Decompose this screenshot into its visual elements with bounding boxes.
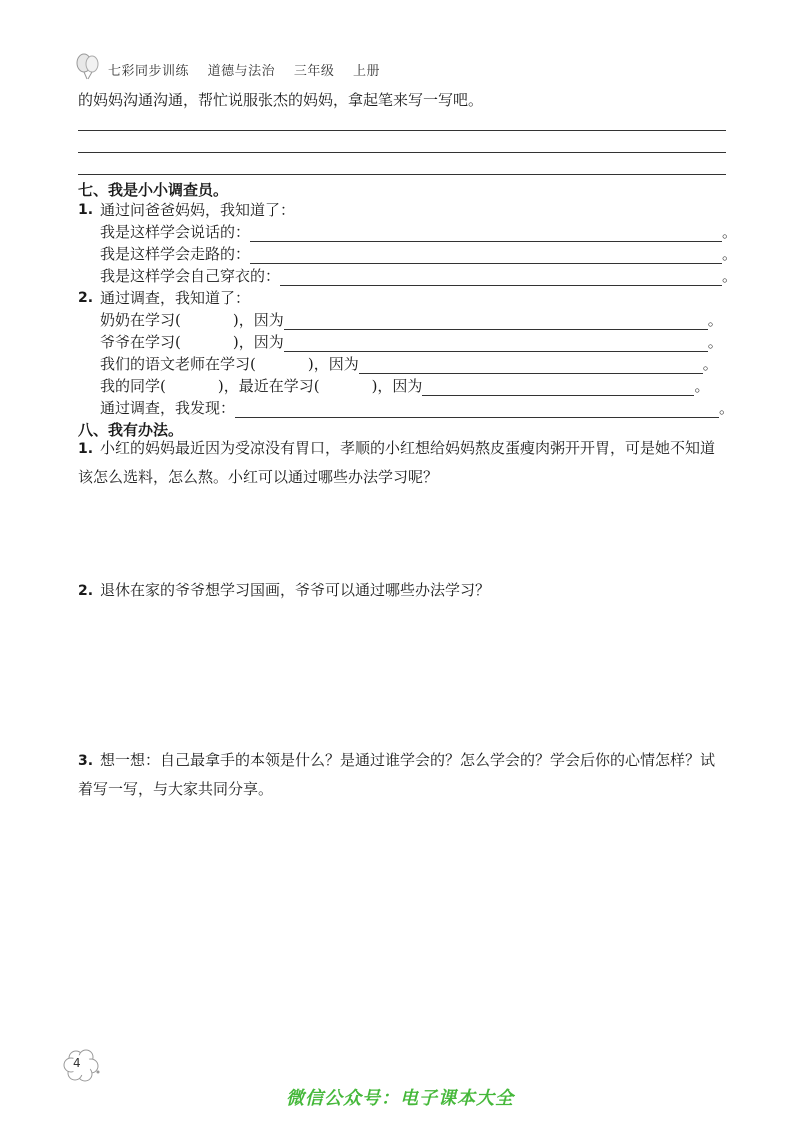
s7-q2-text: 通过调查，我知道了： xyxy=(100,289,251,307)
header-subject: 道德与法治 xyxy=(207,64,276,79)
s8-q2-text: 退休在家的爷爷想学习国画，爷爷可以通过哪些办法学习？ xyxy=(100,581,491,599)
answer-blank[interactable] xyxy=(284,313,708,330)
s7-q1-number: 1. xyxy=(78,202,94,218)
s7-q1-item-speak xyxy=(100,222,737,242)
s7-q1-item-label: 我是这样学会说话的： xyxy=(100,223,251,241)
s7-q2 xyxy=(78,288,250,308)
page-number: 4 xyxy=(73,1056,81,1070)
period: 。 xyxy=(707,333,723,351)
s8-q3 xyxy=(78,746,728,803)
writing-line[interactable] xyxy=(78,152,726,153)
answer-blank[interactable] xyxy=(280,269,722,286)
grandpa-label-a: 爷爷在学习( xyxy=(100,333,181,351)
period: 。 xyxy=(702,355,718,373)
answer-blank[interactable] xyxy=(250,247,722,264)
s7-q1 xyxy=(78,200,295,220)
s8-q3-text: 想一想：自己最拿手的本领是什么？是通过谁学会的？怎么学会的？学会后你的心情怎样？试着写一写，与大家共同分享。 xyxy=(78,751,716,798)
s7-q2-teacher xyxy=(100,354,718,374)
writing-line[interactable] xyxy=(78,174,726,175)
period: 。 xyxy=(707,311,723,329)
classmate-label-a: 我的同学( xyxy=(100,377,166,395)
balloon-logo-icon xyxy=(74,52,102,80)
s8-q3-answer-area[interactable] xyxy=(78,810,728,1030)
section7-title: 七、我是小小调查员。 xyxy=(78,181,229,199)
s7-q2-finding xyxy=(100,398,734,418)
s7-q1-item-label: 我是这样学会走路的： xyxy=(100,245,251,263)
grandma-label-b: )，因为 xyxy=(232,311,284,329)
answer-blank[interactable] xyxy=(359,357,703,374)
grandma-label-a: 奶奶在学习( xyxy=(100,311,181,329)
classmate-label-b: )，最近在学习( xyxy=(217,377,320,395)
header-volume: 上册 xyxy=(352,64,380,79)
s8-q1-answer-area[interactable] xyxy=(78,495,728,575)
answer-blank[interactable] xyxy=(250,225,722,242)
section8-title: 八、我有办法。 xyxy=(78,421,184,439)
answer-blank[interactable] xyxy=(284,335,708,352)
teacher-label-b: )，因为 xyxy=(307,355,359,373)
s7-q1-text: 通过问爸爸妈妈，我知道了： xyxy=(100,201,296,219)
s8-q1-text: 小红的妈妈最近因为受凉没有胃口，孝顺的小红想给妈妈熬皮蛋瘦肉粥开开胃，可是她不知道该怎么选料，怎么熬。小红可以通过哪些办法学习呢？ xyxy=(78,439,716,486)
classmate-label-c: )，因为 xyxy=(371,377,423,395)
s8-q2 xyxy=(78,576,728,605)
grandpa-label-b: )，因为 xyxy=(232,333,284,351)
s7-q2-grandma xyxy=(100,310,723,330)
s7-q2-number: 2. xyxy=(78,290,94,306)
period: 。 xyxy=(722,223,738,241)
page-header xyxy=(108,60,394,79)
flower-badge-icon xyxy=(62,1045,102,1085)
header-series: 七彩同步训练 xyxy=(108,64,190,79)
s8-q1 xyxy=(78,434,728,491)
header-grade: 三年级 xyxy=(293,64,335,79)
answer-blank[interactable] xyxy=(422,379,694,396)
teacher-label-a: 我们的语文老师在学习( xyxy=(100,355,256,373)
finding-label: 通过调查，我发现： xyxy=(100,399,236,417)
period: 。 xyxy=(722,245,738,263)
wechat-watermark: 微信公众号：电子课本大全 xyxy=(286,1088,514,1109)
s8-q2-answer-area[interactable] xyxy=(78,610,728,740)
s8-q2-number: 2. xyxy=(78,583,94,599)
period: 。 xyxy=(694,377,710,395)
s8-q1-number: 1. xyxy=(78,441,94,457)
s7-q1-item-walk xyxy=(100,244,737,264)
s7-q1-item-dress xyxy=(100,266,737,286)
s7-q2-classmate xyxy=(100,376,709,396)
writing-line[interactable] xyxy=(78,130,726,131)
s7-q1-item-label: 我是这样学会自己穿衣的： xyxy=(100,267,281,285)
period: 。 xyxy=(722,267,738,285)
s7-q2-grandpa xyxy=(100,332,723,352)
period: 。 xyxy=(719,399,735,417)
answer-blank[interactable] xyxy=(235,401,719,418)
s8-q3-number: 3. xyxy=(78,753,94,769)
intro-line: 的妈妈沟通沟通，帮忙说服张杰的妈妈，拿起笔来写一写吧。 xyxy=(78,91,484,109)
